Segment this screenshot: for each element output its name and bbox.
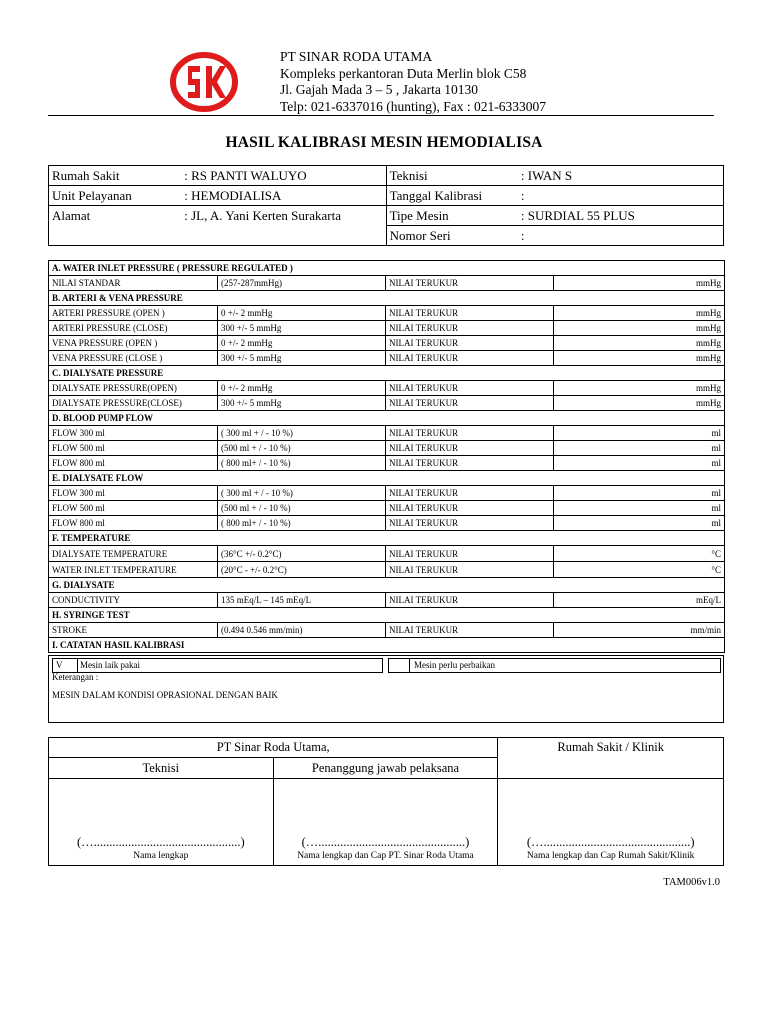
seri-value: : — [518, 226, 724, 246]
unit-value: °C — [554, 562, 725, 578]
unit-value: mmHg — [554, 396, 725, 411]
parameter-name: FLOW 300 ml — [49, 426, 218, 441]
option-laik-pakai[interactable] — [52, 658, 383, 673]
company-name: PT SINAR RODA UTAMA — [280, 49, 433, 64]
unit-value: °C — [554, 546, 725, 562]
hospital-sign-cell — [498, 779, 724, 866]
document-code: TAM006v1.0 — [663, 877, 720, 888]
unit-value: ml — [554, 426, 725, 441]
parameter-name: ARTERI PRESSURE (OPEN ) — [49, 306, 218, 321]
calibration-row — [49, 276, 725, 291]
measured-label: NILAI TERUKUR — [386, 623, 554, 638]
standard-value: 300 +/- 5 mmHg — [218, 351, 386, 366]
parameter-name: ARTERI PRESSURE (CLOSE) — [49, 321, 218, 336]
measured-label: NILAI TERUKUR — [386, 306, 554, 321]
standard-value: (36°C +/- 0.2°C) — [218, 546, 386, 562]
standard-value: 0 +/- 2 mmHg — [218, 336, 386, 351]
standard-value: ( 800 ml+ / - 10 %) — [218, 456, 386, 471]
unit-value: mmHg — [554, 351, 725, 366]
calibration-row — [49, 546, 725, 562]
standard-value: 300 +/- 5 mmHg — [218, 321, 386, 336]
unit-label: Unit Pelayanan — [49, 186, 182, 206]
tipe-label: Tipe Mesin — [386, 206, 518, 226]
hospital-name-caption: Nama lengkap dan Cap Rumah Sakit/Klinik — [526, 851, 695, 861]
section-header-row — [49, 578, 725, 593]
keterangan-label: Keterangan : — [52, 672, 99, 682]
calibration-row — [49, 456, 725, 471]
section-title: D. BLOOD PUMP FLOW — [49, 411, 725, 426]
company-phone: Telp: 021-6337016 (hunting), Fax : 021-6333007 — [280, 98, 547, 114]
calibration-row — [49, 426, 725, 441]
calibration-row — [49, 336, 725, 351]
pj-sign-cell — [273, 779, 498, 866]
parameter-name: DIALYSATE TEMPERATURE — [49, 546, 218, 562]
teknisi-label: Teknisi — [386, 166, 518, 186]
measured-label: NILAI TERUKUR — [386, 441, 554, 456]
option-laik-pakai-label: Mesin laik pakai — [80, 660, 140, 670]
parameter-name: WATER INLET TEMPERATURE — [49, 562, 218, 578]
section-header-row — [49, 261, 725, 276]
calibration-row — [49, 486, 725, 501]
measured-label: NILAI TERUKUR — [386, 456, 554, 471]
section-title: F. TEMPERATURE — [49, 531, 725, 546]
section-title: A. WATER INLET PRESSURE ( PRESSURE REGULATED ) — [49, 261, 725, 276]
standard-value: 0 +/- 2 mmHg — [218, 306, 386, 321]
section-header-row — [49, 471, 725, 486]
parameter-name: FLOW 300 ml — [49, 486, 218, 501]
info-table — [48, 165, 724, 246]
measured-label: NILAI TERUKUR — [386, 486, 554, 501]
unit-value: mEq/L — [554, 593, 725, 608]
tanggal-label: Tanggal Kalibrasi — [386, 186, 518, 206]
unit-value: mm/min — [554, 623, 725, 638]
unit-value: mmHg — [554, 321, 725, 336]
parameter-name: DIALYSATE PRESSURE(CLOSE) — [49, 396, 218, 411]
calibration-row — [49, 396, 725, 411]
section-title: H. SYRINGE TEST — [49, 608, 725, 623]
calibration-row — [49, 516, 725, 531]
parameter-name: VENA PRESSURE (OPEN ) — [49, 336, 218, 351]
measured-label: NILAI TERUKUR — [386, 501, 554, 516]
rumah-sakit-value: : RS PANTI WALUYO — [181, 166, 386, 186]
parameter-name: FLOW 500 ml — [49, 501, 218, 516]
parameter-name: NILAI STANDAR — [49, 276, 218, 291]
teknisi-signature-line: (…...............................................) — [76, 835, 245, 849]
document-title: HASIL KALIBRASI MESIN HEMODIALISA — [225, 134, 543, 151]
signature-table — [48, 737, 724, 866]
standard-value: 300 +/- 5 mmHg — [218, 396, 386, 411]
pj-name-caption: Nama lengkap dan Cap PT. Sinar Roda Utama — [297, 851, 474, 861]
standard-value: ( 800 ml+ / - 10 %) — [218, 516, 386, 531]
calibration-row — [49, 306, 725, 321]
sr-logo — [170, 52, 238, 112]
tanggal-value: : — [518, 186, 724, 206]
measured-label: NILAI TERUKUR — [386, 381, 554, 396]
teknisi-sign-header: Teknisi — [49, 758, 274, 779]
calibration-row — [49, 562, 725, 578]
option-perlu-perbaikan-label: Mesin perlu perbaikan — [414, 660, 495, 670]
section-title: I. CATATAN HASIL KALIBRASI — [49, 638, 725, 653]
teknisi-sign-cell — [49, 779, 274, 866]
standard-value: ( 300 ml + / - 10 %) — [218, 426, 386, 441]
parameter-name: STROKE — [49, 623, 218, 638]
section-header-row — [49, 531, 725, 546]
calibration-table — [48, 260, 725, 653]
standard-value: 0 +/- 2 mmHg — [218, 381, 386, 396]
calibration-row — [49, 321, 725, 336]
check-mark: V — [56, 660, 63, 670]
measured-label: NILAI TERUKUR — [386, 336, 554, 351]
option-perlu-perbaikan[interactable] — [388, 658, 721, 673]
standard-value: (500 ml + / - 10 %) — [218, 501, 386, 516]
measured-label: NILAI TERUKUR — [386, 276, 554, 291]
standard-value: ( 300 ml + / - 10 %) — [218, 486, 386, 501]
teknisi-name-caption: Nama lengkap — [133, 851, 189, 861]
calibration-row — [49, 351, 725, 366]
alamat-label: Alamat — [49, 206, 182, 246]
section-header-row — [49, 638, 725, 653]
section-header-row — [49, 366, 725, 381]
unit-value: ml — [554, 456, 725, 471]
unit-value: ml — [554, 501, 725, 516]
alamat-value: : JL, A. Yani Kerten Surakarta — [181, 206, 386, 246]
unit-value: mmHg — [554, 381, 725, 396]
tipe-value: : SURDIAL 55 PLUS — [518, 206, 724, 226]
section-title: C. DIALYSATE PRESSURE — [49, 366, 725, 381]
unit-value: mmHg — [554, 336, 725, 351]
unit-value: : HEMODIALISA — [181, 186, 386, 206]
pj-signature-line: (…...............................................) — [301, 835, 470, 849]
section-title: E. DIALYSATE FLOW — [49, 471, 725, 486]
keterangan-text: MESIN DALAM KONDISI OPRASIONAL DENGAN BAIK — [52, 690, 278, 700]
company-block — [280, 49, 546, 115]
parameter-name: DIALYSATE PRESSURE(OPEN) — [49, 381, 218, 396]
parameter-name: CONDUCTIVITY — [49, 593, 218, 608]
standard-value: (20°C - +/- 0.2°C) — [218, 562, 386, 578]
unit-value: ml — [554, 516, 725, 531]
unit-value: mmHg — [554, 306, 725, 321]
standard-value: (500 ml + / - 10 %) — [218, 441, 386, 456]
section-title: G. DIALYSATE — [49, 578, 725, 593]
hospital-sign-header: Rumah Sakit / Klinik — [498, 738, 724, 779]
calibration-row — [49, 501, 725, 516]
seri-label: Nomor Seri — [386, 226, 518, 246]
unit-value: ml — [554, 486, 725, 501]
standard-value: 135 mEq/L – 145 mEq/L — [218, 593, 386, 608]
company-address-1: Kompleks perkantoran Duta Merlin blok C58 — [280, 65, 527, 81]
parameter-name: FLOW 500 ml — [49, 441, 218, 456]
standard-value: (257-287mmHg) — [218, 276, 386, 291]
section-title: B. ARTERI & VENA PRESSURE — [49, 291, 725, 306]
measured-label: NILAI TERUKUR — [386, 321, 554, 336]
measured-label: NILAI TERUKUR — [386, 546, 554, 562]
pj-sign-header: Penanggung jawab pelaksana — [273, 758, 498, 779]
parameter-name: VENA PRESSURE (CLOSE ) — [49, 351, 218, 366]
section-header-row — [49, 608, 725, 623]
unit-value: mmHg — [554, 276, 725, 291]
header-divider — [48, 115, 714, 116]
unit-value: ml — [554, 441, 725, 456]
company-address-2: Jl. Gajah Mada 3 – 5 , Jakarta 10130 — [280, 82, 478, 97]
measured-label: NILAI TERUKUR — [386, 396, 554, 411]
measured-label: NILAI TERUKUR — [386, 426, 554, 441]
calibration-row — [49, 381, 725, 396]
parameter-name: FLOW 800 ml — [49, 516, 218, 531]
rumah-sakit-label: Rumah Sakit — [49, 166, 182, 186]
section-header-row — [49, 411, 725, 426]
standard-value: (0.494 0.546 mm/min) — [218, 623, 386, 638]
condition-options — [52, 658, 719, 672]
calibration-row — [49, 593, 725, 608]
parameter-name: FLOW 800 ml — [49, 456, 218, 471]
hospital-signature-line: (…...............................................) — [526, 835, 695, 849]
teknisi-value: : IWAN S — [518, 166, 724, 186]
measured-label: NILAI TERUKUR — [386, 562, 554, 578]
measured-label: NILAI TERUKUR — [386, 516, 554, 531]
measured-label: NILAI TERUKUR — [386, 593, 554, 608]
calibration-row — [49, 441, 725, 456]
calibration-row — [49, 623, 725, 638]
section-header-row — [49, 291, 725, 306]
measured-label: NILAI TERUKUR — [386, 351, 554, 366]
company-sign-header: PT Sinar Roda Utama, — [49, 738, 498, 758]
